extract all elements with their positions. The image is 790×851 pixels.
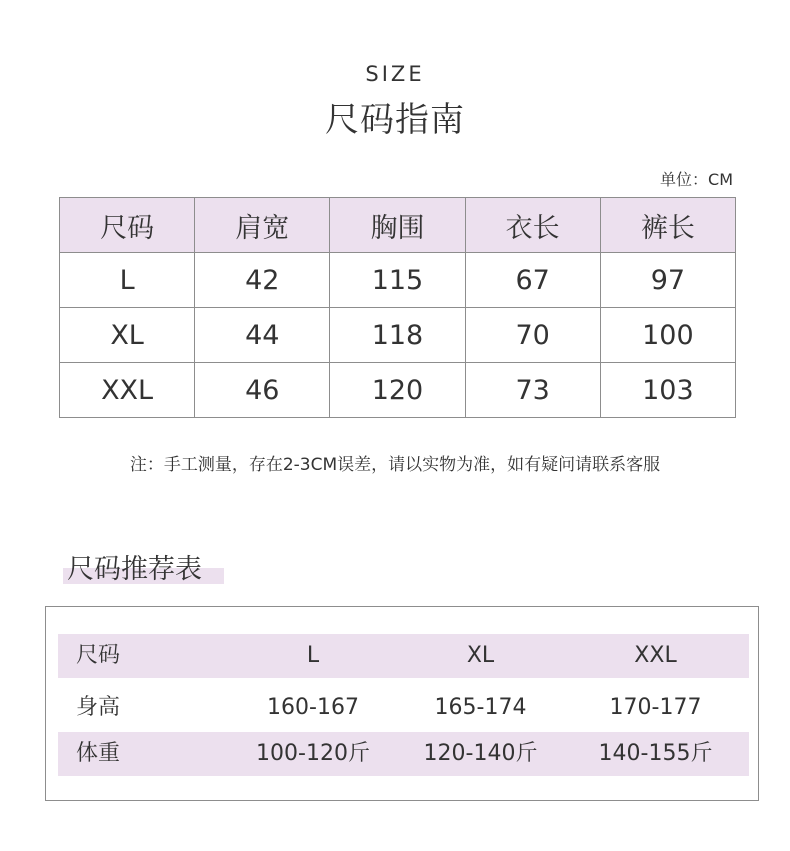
table-cell: L [60,253,195,308]
table-row [60,363,736,418]
recommend-cell: 尺码 [76,643,121,668]
page-title: 尺码指南 [325,100,465,140]
table-cell: 70 [465,308,600,363]
table-header-row [60,198,736,253]
recommend-cell: XL [466,643,495,668]
measurement-note: 注：手工测量，存在2-3CM误差，请以实物为准，如有疑问请联系客服 [129,455,661,475]
header-cell: 裤长 [600,198,735,253]
table-cell: 44 [195,308,330,363]
recommend-cell: 170-177 [609,695,702,720]
recommend-cell: 140-155斤 [598,741,713,766]
unit-label: 单位：CM [660,170,733,189]
table-cell: 46 [195,363,330,418]
table-cell: 103 [600,363,735,418]
table-cell: XXL [60,363,195,418]
table-cell: 42 [195,253,330,308]
header-cell: 尺码 [60,198,195,253]
table-cell: 100 [600,308,735,363]
recommend-cell: 身高 [76,695,121,720]
recommend-cell: 160-167 [267,695,359,720]
recommend-cell: 100-120斤 [256,741,370,766]
recommend-header-row [58,634,749,678]
size-label-en: SIZE [365,62,425,86]
table-cell: 120 [330,363,465,418]
header-cell: 肩宽 [195,198,330,253]
table-cell: 97 [600,253,735,308]
recommend-cell: XXL [634,643,677,668]
recommend-cell: 165-174 [434,695,527,720]
table-cell: 118 [330,308,465,363]
recommend-cell: 体重 [76,741,121,766]
recommend-cell: 120-140斤 [423,741,538,766]
table-row [60,308,736,363]
table-row [60,253,736,308]
section-title: 尺码推荐表 [67,554,202,585]
recommend-row [58,732,749,776]
table-cell: 73 [465,363,600,418]
table-cell: 67 [465,253,600,308]
size-table [59,197,736,418]
table-cell: 115 [330,253,465,308]
header-cell: 衣长 [465,198,600,253]
table-cell: XL [60,308,195,363]
recommend-cell: L [306,643,320,668]
header-cell: 胸围 [330,198,465,253]
recommend-row [58,686,749,730]
